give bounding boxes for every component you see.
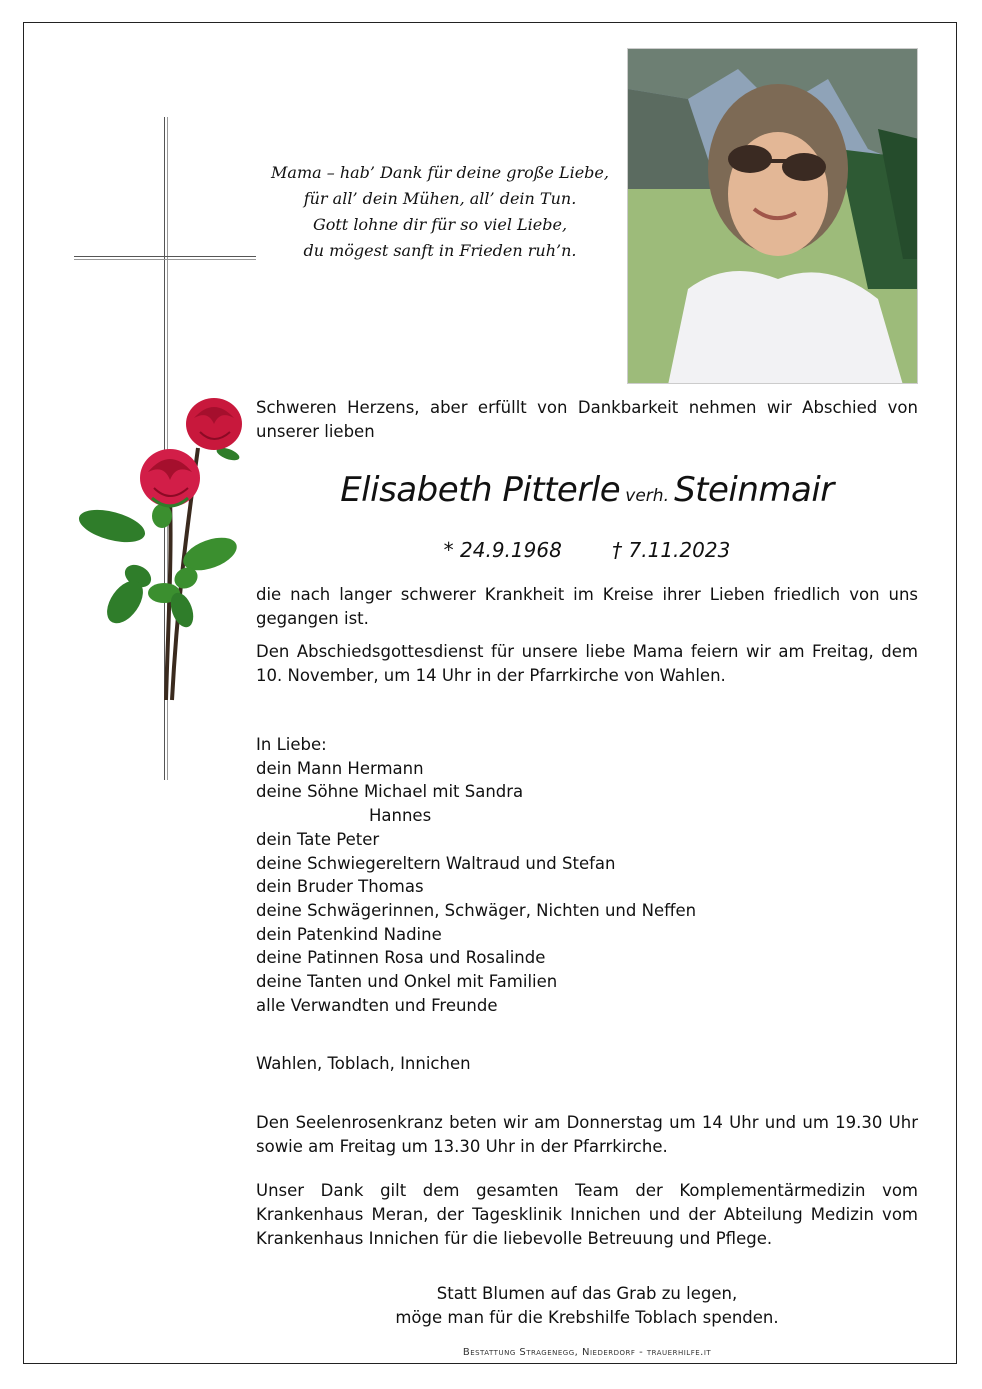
memorial-poem bbox=[255, 160, 625, 264]
married-label: verh. bbox=[625, 486, 669, 506]
death-date: † 7.11.2023 bbox=[612, 538, 731, 562]
mourner-line: deine Schwiegereltern Waltraud und Stefan bbox=[256, 853, 616, 873]
mourner-line: deine Söhne Michael mit Sandra bbox=[256, 782, 524, 802]
deceased-name bbox=[256, 470, 918, 510]
thanks-paragraph: Unser Dank gilt dem gesamten Team der Komplementärmedizin vom Krankenhaus Meran, der Tagesklinik Innichen und der Abteilung Medizin vom Krankenhaus Innichen für die liebevolle Betreuung und Pflege. bbox=[256, 1181, 918, 1248]
passing-paragraph: die nach langer schwerer Krankheit im Kreise ihrer Lieben friedlich von uns gegangen ist. bbox=[256, 585, 918, 628]
donation-note bbox=[256, 1282, 918, 1330]
cross-horizontal-beam bbox=[74, 256, 256, 260]
birth-date: * 24.9.1968 bbox=[443, 538, 562, 562]
mourner-line: alle Verwandten und Freunde bbox=[256, 995, 498, 1015]
donation-line: möge man für die Krebshilfe Toblach spenden. bbox=[395, 1308, 779, 1327]
intro-text: Schweren Herzens, aber erfüllt von Dankbarkeit nehmen wir Abschied von unserer lieben bbox=[256, 398, 918, 441]
poem-line: du mögest sanft in Frieden ruh’n. bbox=[303, 241, 577, 260]
mourner-line: deine Schwägerinnen, Schwäger, Nichten und Neffen bbox=[256, 900, 697, 920]
mourner-line: dein Mann Hermann bbox=[256, 758, 424, 778]
mourner-line: dein Tate Peter bbox=[256, 829, 380, 849]
birth-name: Elisabeth Pitterle bbox=[340, 470, 621, 510]
mourners-list bbox=[256, 733, 696, 1017]
life-dates bbox=[256, 538, 918, 562]
mourner-line: dein Bruder Thomas bbox=[256, 877, 424, 897]
mourner-line: Hannes bbox=[369, 806, 432, 826]
donation-line: Statt Blumen auf das Grab zu legen, bbox=[436, 1284, 738, 1303]
poem-line: Mama – hab’ Dank für deine große Liebe, bbox=[271, 163, 609, 182]
funeral-service-paragraph: Den Abschiedsgottesdienst für unsere liebe Mama feiern wir am Freitag, dem 10. November, um 14 Uhr in der Pfarrkirche von Wahlen. bbox=[256, 642, 918, 685]
mourner-line: deine Patinnen Rosa und Rosalinde bbox=[256, 948, 546, 968]
portrait-photo bbox=[627, 48, 918, 384]
mourner-line: deine Tanten und Onkel mit Familien bbox=[256, 972, 558, 992]
married-name: Steinmair bbox=[674, 470, 834, 510]
funeral-home-footer: Bestattung Stragenegg, Niederdorf - trauerhilfe.it bbox=[462, 1347, 712, 1358]
rosary-paragraph: Den Seelenrosenkranz beten wir am Donnerstag um 14 Uhr und um 19.30 Uhr sowie am Freitag um 13.30 Uhr in der Pfarrkirche. bbox=[256, 1113, 918, 1156]
mourners-heading: In Liebe: bbox=[256, 735, 327, 754]
poem-line: für all’ dein Mühen, all’ dein Tun. bbox=[303, 189, 577, 208]
poem-line: Gott lohne dir für so viel Liebe, bbox=[312, 215, 568, 234]
places-line: Wahlen, Toblach, Innichen bbox=[256, 1054, 471, 1073]
mourner-line: dein Patenkind Nadine bbox=[256, 924, 442, 944]
roses-illustration bbox=[70, 388, 250, 708]
